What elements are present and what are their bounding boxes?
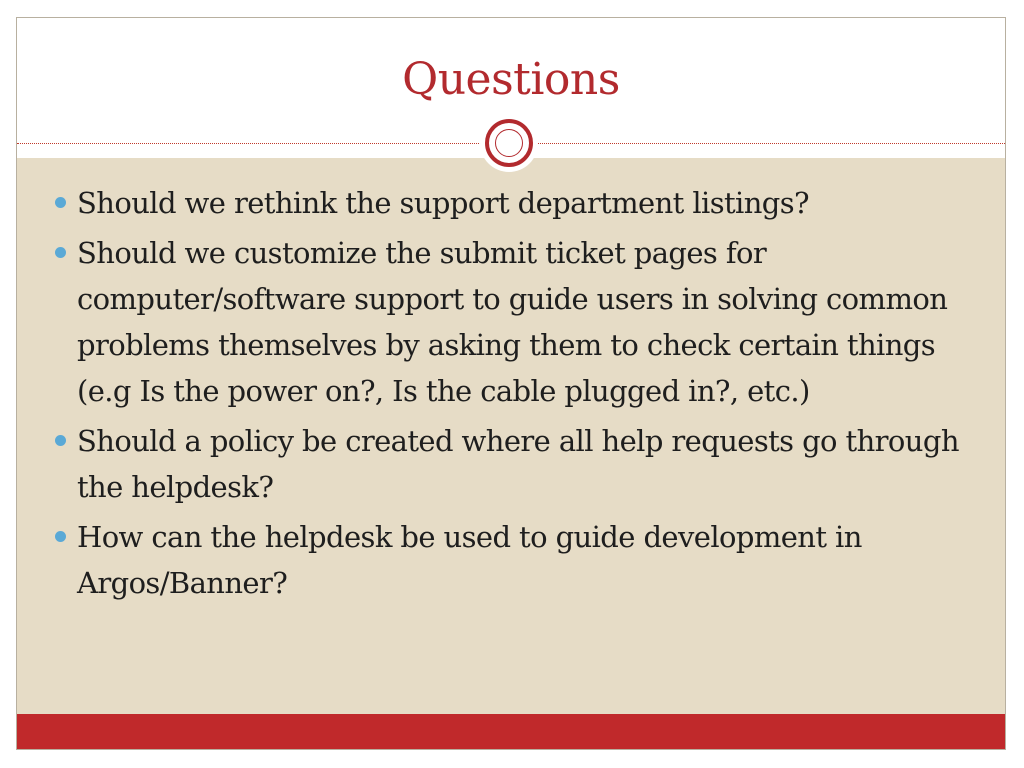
bullet-dot-icon: [55, 247, 66, 258]
bullet-dot-icon: [55, 197, 66, 208]
bullet-item: [55, 418, 975, 510]
bullet-text: Should we rethink the support department listings?: [77, 186, 809, 220]
bullet-list: [55, 180, 975, 610]
circle-ornament-icon: [485, 119, 533, 167]
bullet-item: [55, 514, 975, 606]
bullet-text: Should a policy be created where all help requests go through the helpdesk?: [77, 424, 959, 504]
bullet-text: Should we customize the submit ticket pages for computer/software support to guide users in solving common problems themselves by asking them to check certain things (e.g Is the power on?, Is the cable plugged in?, etc.): [77, 236, 948, 408]
footer-bar: [17, 714, 1005, 749]
slide-title: Questions: [402, 54, 620, 105]
slide: [16, 17, 1006, 750]
bullet-item: [55, 230, 975, 414]
bullet-text: How can the helpdesk be used to guide development in Argos/Banner?: [77, 520, 862, 600]
bullet-dot-icon: [55, 531, 66, 542]
bullet-item: [55, 180, 975, 226]
circle-ornament-inner: [495, 129, 523, 157]
bullet-dot-icon: [55, 435, 66, 446]
